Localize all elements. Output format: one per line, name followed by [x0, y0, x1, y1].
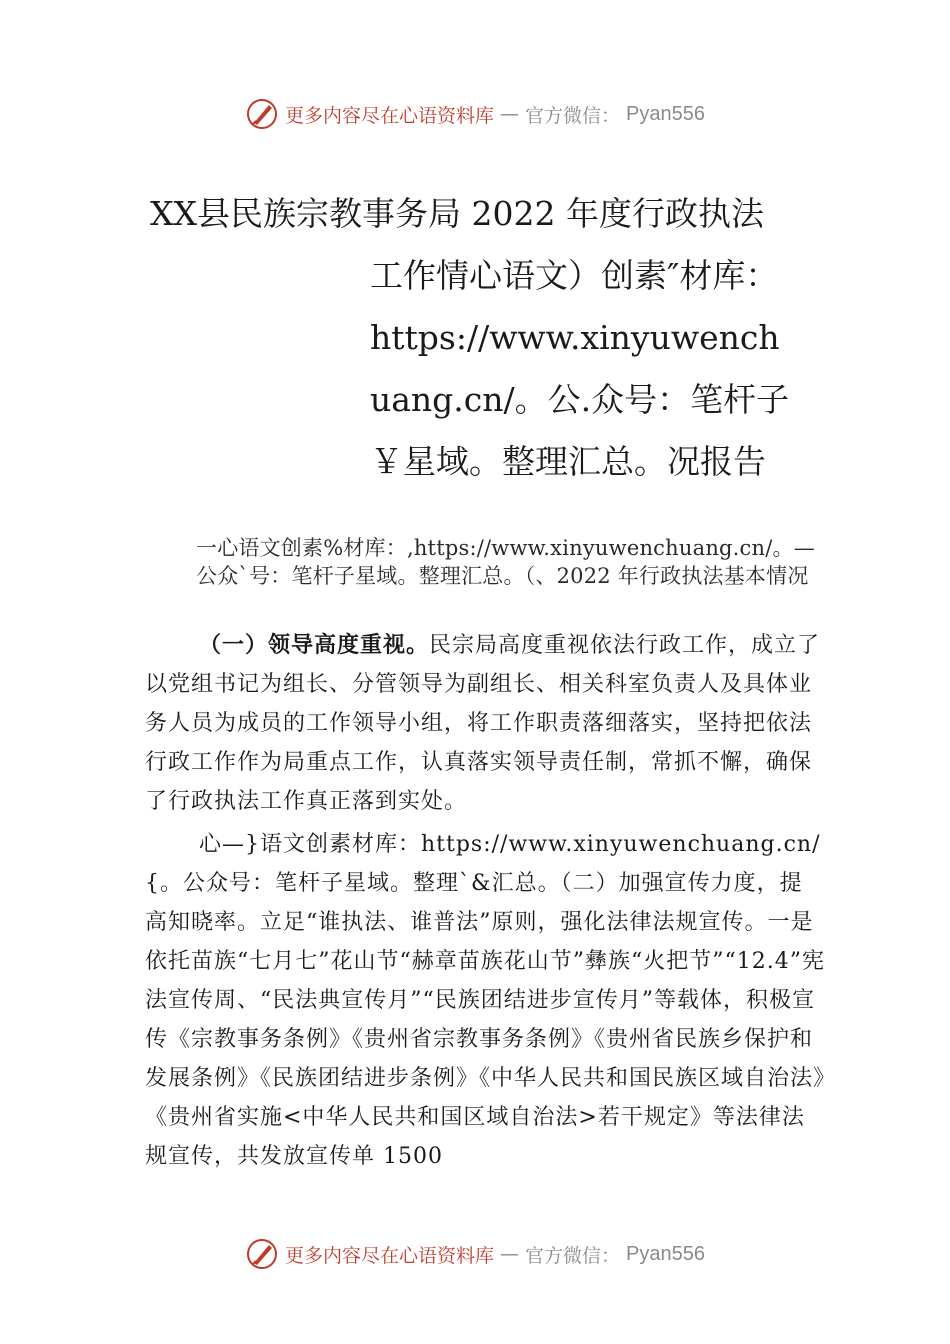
document-title: [150, 183, 810, 493]
paragraph-leadership-lead: （一）领导高度重视。: [199, 632, 430, 658]
banner-wechat-id: Pyan556: [626, 102, 705, 125]
banner-wechat-label: 官方微信：: [525, 1244, 621, 1267]
banner-separator: —: [500, 103, 520, 125]
banner-wechat-label: 官方微信：: [525, 104, 621, 127]
banner-separator: —: [500, 1243, 520, 1265]
section-heading: 一心语文创素%材库：,https://www.xinyuwenchuang.cn/。—公众`号：笔杆子星域。整理汇总。（、2022 年行政执法基本情况: [196, 536, 815, 588]
quill-logo-icon: [245, 1237, 279, 1271]
banner-wechat-id: Pyan556: [626, 1242, 705, 1265]
quill-logo-icon: [245, 97, 279, 131]
title-continuation: 工作情心语文）创素″材库：https://www.xinyuwenchuang.cn/。公.众号：笔杆子￥星域。整理汇总。况报告: [370, 256, 790, 481]
paragraph-leadership-body: 民宗局高度重视依法行政工作，成立了以党组书记为组长、分管领导为副组长、相关科室负责人及具体业务人员为成员的工作领导小组，将工作职责落细落实，坚持把依法行政工作作为局重点工作，认真落实领导责任制，常抓不懈，确保了行政执法工作真正落到实处。: [145, 633, 821, 814]
footer-banner: [0, 1234, 950, 1274]
banner-title: 更多内容尽在心语资料库: [285, 1244, 495, 1267]
title-line-1: XX县民族宗教事务局 2022 年度行政执法: [150, 194, 764, 233]
paragraph-leadership: [145, 626, 825, 821]
header-banner: [0, 94, 950, 134]
banner-title: 更多内容尽在心语资料库: [285, 104, 495, 127]
paragraph-publicity: 心—}语文创素材库：https://www.xinyuwenchuang.cn/{。公众号：笔杆子星域。整理`&汇总。（二）加强宣传力度，提高知晓率。立足“谁执法、谁普法”原则，强化法律法规宣传。一是依托苗族“七月七”花山节“赫章苗族花山节”彝族“火把节”“12.4”宪法宣传周、“民法典宣传月”“民族团结进步宣传月”等载体，积极宣传《宗教事务条例》《贵州省宗教事务条例》《贵州省民族乡保护和发展条例》《民族团结进步条例》《中华人民共和国民族区域自治法》《贵州省实施<中华人民共和国区域自治法>若干规定》等法律法规宣传，共发放宣传单 1500: [145, 832, 826, 1169]
